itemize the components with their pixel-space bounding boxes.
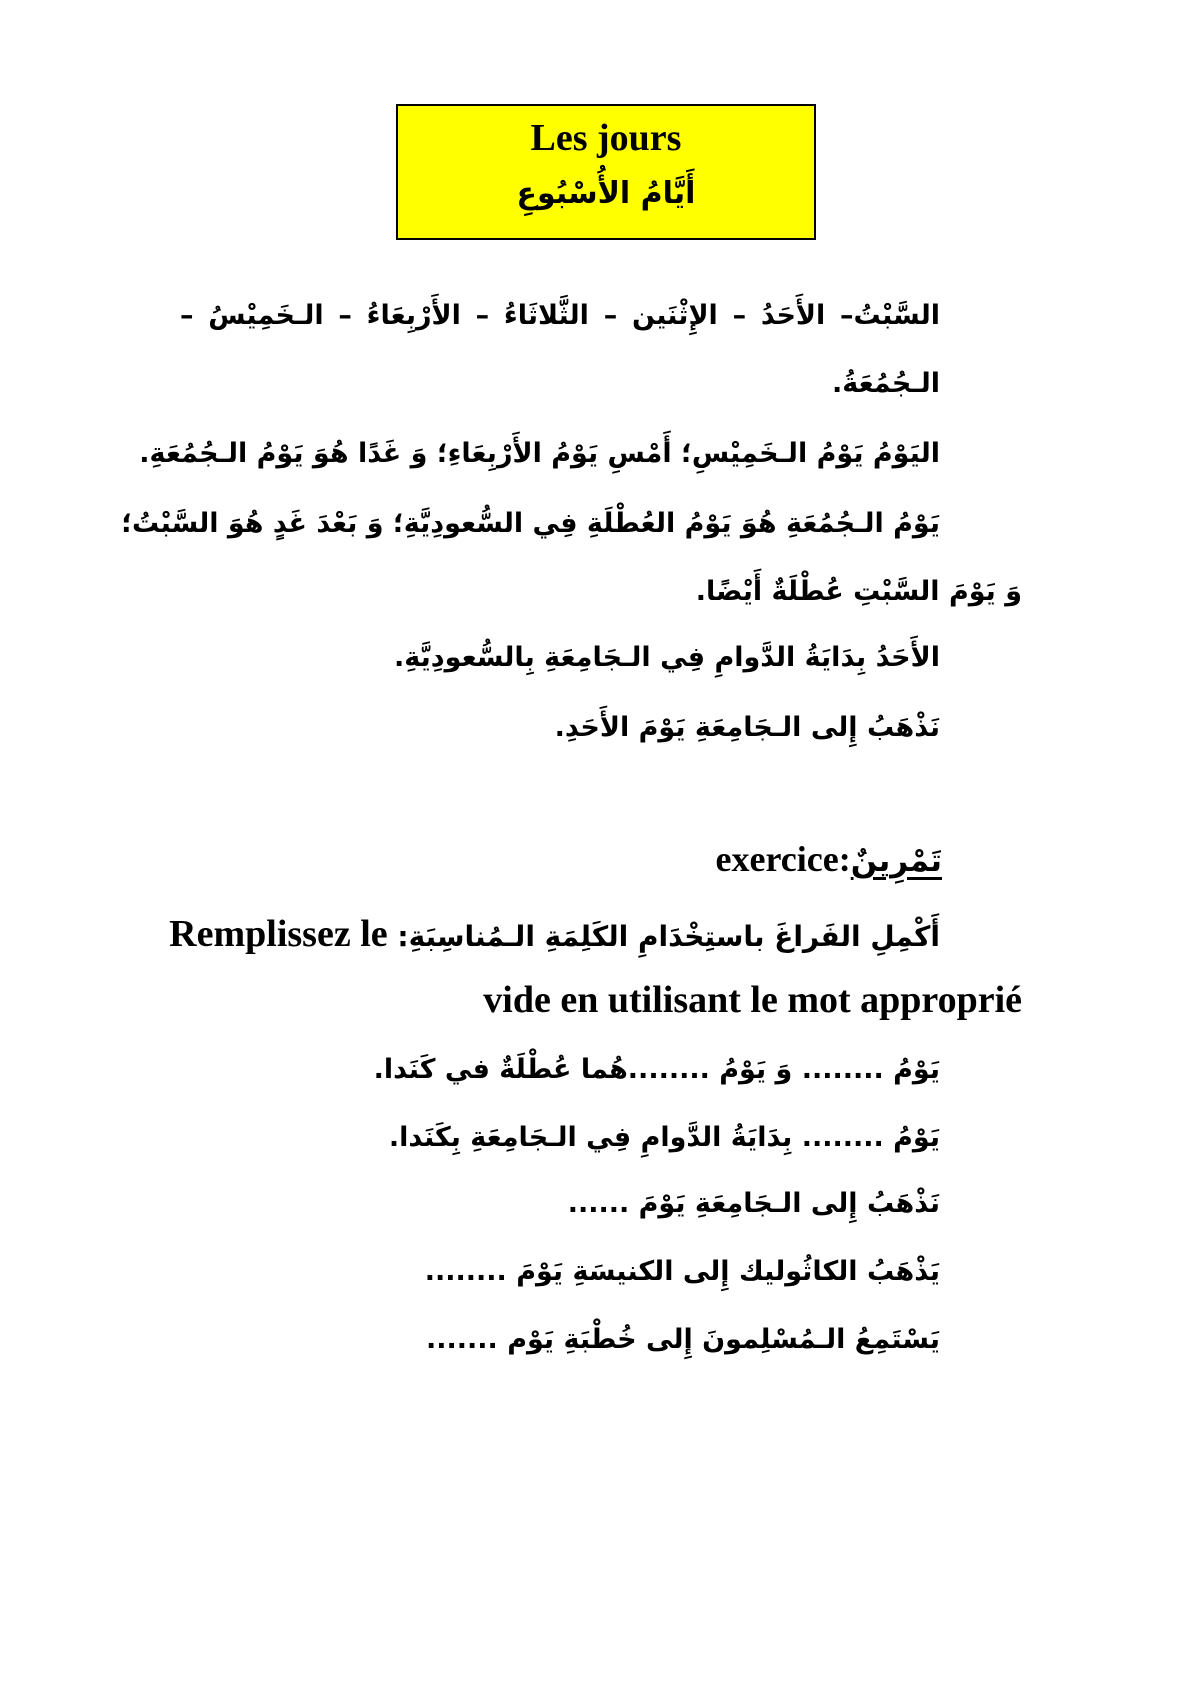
exercise-item: يَذْهَبُ الكاثُوليك إِلى الكنيسَةِ يَوْمَ ........ [424, 1256, 940, 1287]
exercise-instruction-french-1: Remplissez le [169, 913, 388, 955]
paragraph-line-3: اليَوْمُ يَوْمُ الـخَمِيْسِ؛ أَمْسِ يَوْمُ الأَرْبِعَاءِ؛ وَ غَدًا هُوَ يَوْمُ الـجُمُعَةِ. [139, 438, 940, 469]
exercise-heading-french: :exercice [715, 839, 851, 879]
exercise-heading-arabic: تَمْرِينٌ [850, 843, 942, 879]
exercise-instruction-line-2 [483, 978, 1022, 1024]
paragraph-line-6: الأَحَدُ بِدَايَةُ الدَّوامِ فِي الـجَامِعَةِ بِالسُّعودِيَّةِ. [394, 642, 940, 673]
exercise-item: يَسْتَمِعُ الـمُسْلِمونَ إِلى خُطْبَةِ يَوْم ....... [426, 1324, 940, 1355]
exercise-item: يَوْمُ ........ بِدَايَةُ الدَّوامِ فِي الـجَامِعَةِ بِكَنَدا. [388, 1122, 940, 1153]
exercise-instruction-line-1 [169, 912, 940, 958]
exercise-item: يَوْمُ ........ وَ يَوْمُ ........هُما عُطْلَةٌ في كَنَدا. [373, 1054, 940, 1085]
title-french: Les jours [530, 117, 682, 159]
paragraph-line-7: نَذْهَبُ إِلى الـجَامِعَةِ يَوْمَ الأَحَدِ. [554, 712, 940, 743]
exercise-item: نَذْهَبُ إِلى الـجَامِعَةِ يَوْمَ ...... [567, 1188, 940, 1219]
paragraph-line-4: يَوْمُ الـجُمُعَةِ هُوَ يَوْمُ العُطْلَةِ فِي السُّعودِيَّةِ؛ وَ بَعْدَ غَدٍ هُوَ السَّبْتُ؛ [121, 508, 940, 539]
title-box [396, 104, 816, 240]
exercise-heading [716, 838, 942, 880]
paragraph-line-5: وَ يَوْمَ السَّبْتِ عُطْلَةٌ أَيْضًا. [695, 576, 1022, 607]
exercise-instruction-arabic: أَكْمِلِ الفَراغَ باستِخْدَامِ الكَلِمَةِ الـمُناسِبَةِ: [397, 920, 940, 953]
days-line-2: الـجُمُعَةُ. [831, 368, 940, 399]
exercise-instruction-french-2: vide en utilisant le mot approprié [483, 979, 1022, 1021]
title-arabic: أَيَّامُ الأُسْبُوعِ [516, 176, 696, 211]
days-line-1: السَّبْتُ– الأَحَدُ – الإِثْنَين – الثَّلاثَاءُ – الأَرْبِعَاءُ – الـخَمِيْسُ – [180, 300, 940, 331]
